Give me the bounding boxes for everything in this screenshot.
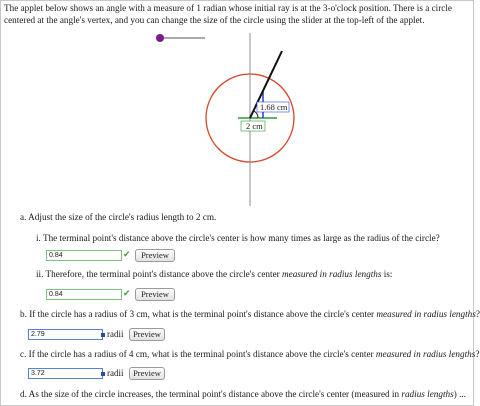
horizontal-label: 2 cm <box>246 121 263 131</box>
vertical-label: 1.68 cm <box>260 102 288 112</box>
answer-a-ii-field[interactable]: 0.84 <box>46 289 122 300</box>
unit-label-b: radii <box>107 329 124 339</box>
preview-button-a-ii[interactable]: Preview <box>135 288 175 301</box>
question-b: b. If the circle has a radius of 3 cm, what is the terminal point's distance above the circle's center measured in radius lengths? <box>20 309 480 319</box>
preview-button-b[interactable]: Preview <box>129 328 165 341</box>
intro-text: The applet below shows an angle with a measure of 1 radian whose initial ray is at the 3-o'clock position. There is a circle centered at the angle's vertex, and you can change the size of the circle using the slider at the top-left of the applet. <box>4 3 452 25</box>
mini-check-icon <box>101 372 105 376</box>
unit-label-c: radii <box>107 368 124 378</box>
question-a: a. Adjust the size of the circle's radius length to 2 cm. <box>20 212 217 222</box>
question-a-ii: ii. Therefore, the terminal point's distance above the circle's center measured in radius lengths is: <box>36 269 393 279</box>
correct-check-icon: ✔ <box>123 250 131 260</box>
correct-check-icon: ✔ <box>123 289 131 299</box>
answer-c-field[interactable]: 3.72 <box>28 368 103 379</box>
question-d: d. As the size of the circle increases, the terminal point's distance above the circle's center (measured in radius lengths) ... <box>20 389 466 399</box>
preview-button-c[interactable]: Preview <box>129 367 165 380</box>
angle-applet[interactable] <box>0 28 474 210</box>
mini-check-icon <box>101 333 105 337</box>
answer-b-field[interactable]: 2.79 <box>28 329 103 340</box>
question-a-i: i. The terminal point's distance above the circle's center is how many times as large as the radius of the circle? <box>36 233 440 243</box>
preview-button-a-i[interactable]: Preview <box>135 249 175 262</box>
answer-a-i-field[interactable]: 0.84 <box>46 250 122 261</box>
radius-slider-knob[interactable] <box>156 34 164 42</box>
question-c: c. If the circle has a radius of 4 cm, what is the terminal point's distance above the circle's center measured in radius lengths? <box>20 349 480 359</box>
